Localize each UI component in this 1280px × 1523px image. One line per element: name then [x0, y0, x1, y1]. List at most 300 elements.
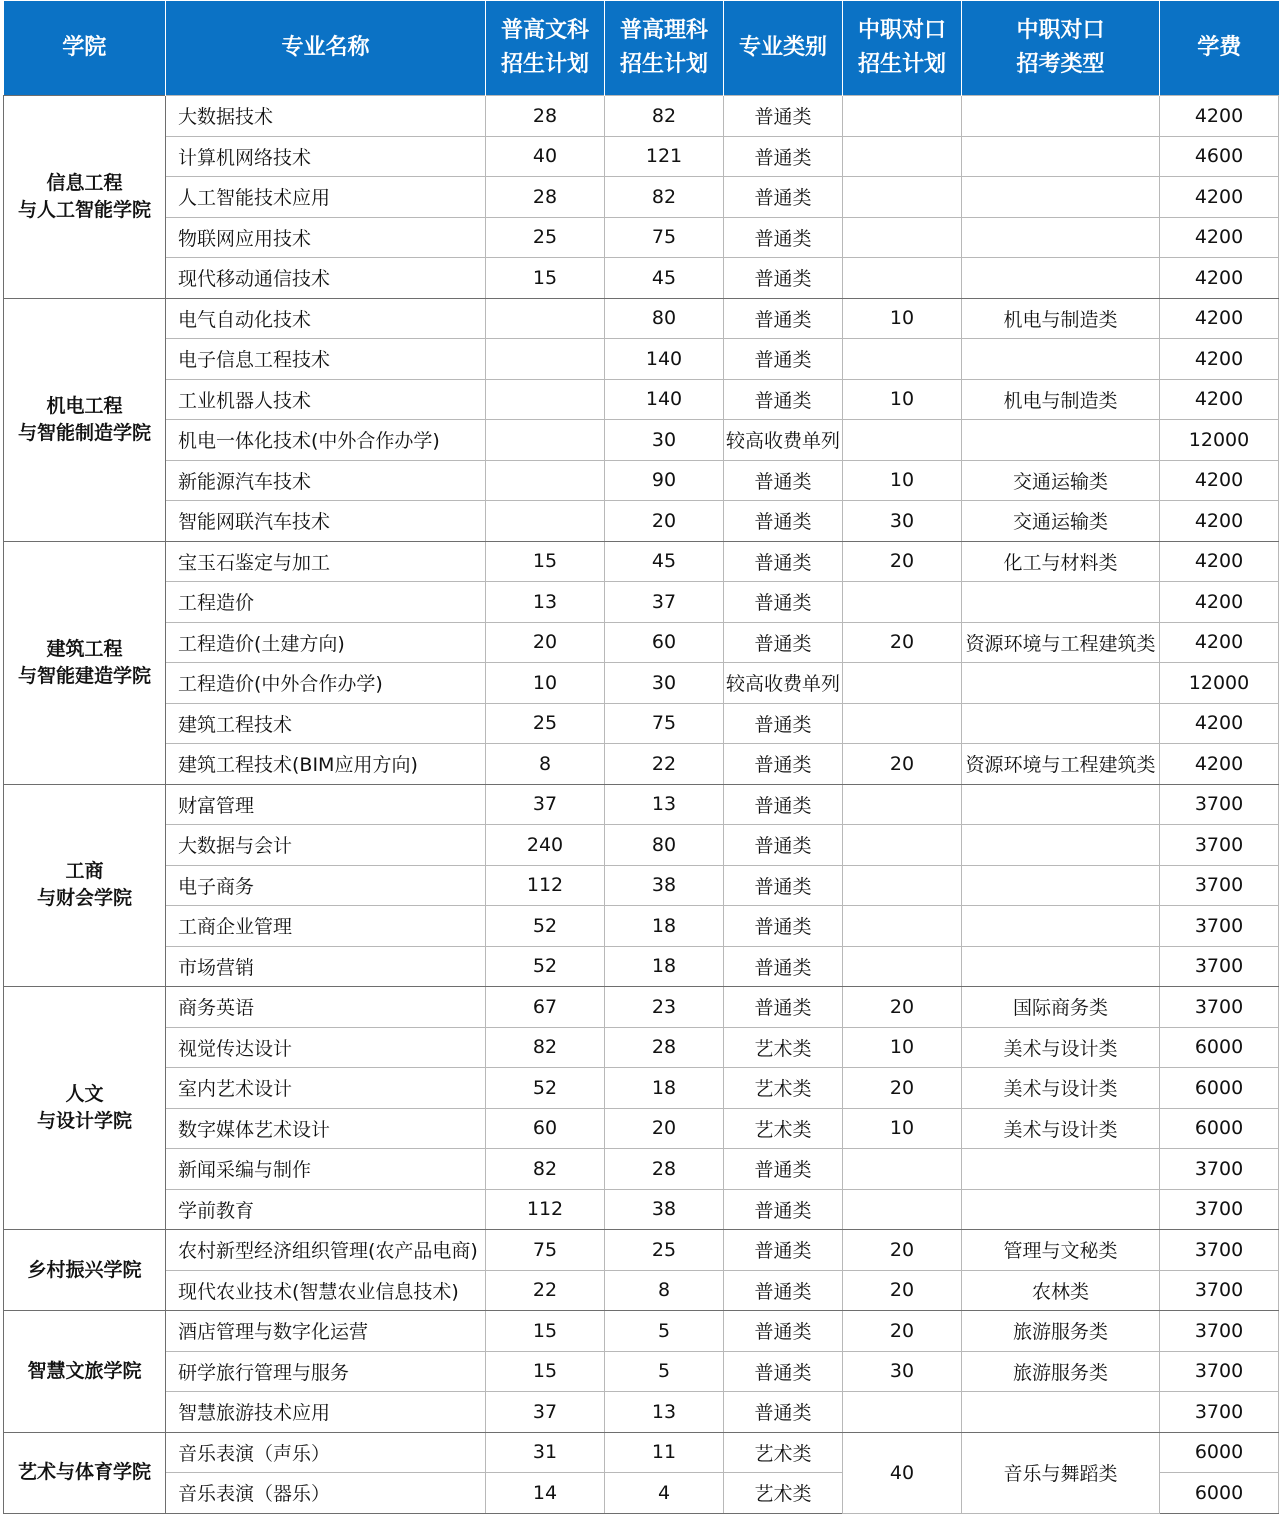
header-major — [166, 1, 486, 96]
vocational-type-cell — [962, 136, 1160, 177]
header-line: 招考类型 — [1016, 52, 1105, 77]
college-name-line: 机电工程 — [46, 394, 123, 417]
science-plan-cell: 37 — [605, 582, 724, 623]
arts-plan-cell: 8 — [486, 744, 605, 785]
category-cell: 普通类 — [724, 582, 843, 623]
college-cell — [4, 1230, 166, 1311]
major-name-cell: 大数据与会计 — [166, 825, 486, 866]
arts-plan-cell: 37 — [486, 1392, 605, 1433]
vocational-plan-cell — [843, 703, 962, 744]
vocational-type-cell — [962, 784, 1160, 825]
arts-plan-cell: 28 — [486, 96, 605, 137]
tuition-cell: 4200 — [1160, 744, 1279, 785]
vocational-plan-cell: 10 — [843, 460, 962, 501]
major-name-cell: 新闻采编与制作 — [166, 1149, 486, 1190]
category-cell: 普通类 — [724, 784, 843, 825]
header-tuition — [1160, 1, 1279, 96]
table-row — [4, 298, 1279, 339]
science-plan-cell: 5 — [605, 1311, 724, 1352]
major-name-cell: 研学旅行管理与服务 — [166, 1351, 486, 1392]
category-cell: 普通类 — [724, 865, 843, 906]
major-name-cell: 视觉传达设计 — [166, 1027, 486, 1068]
arts-plan-cell: 240 — [486, 825, 605, 866]
vocational-plan-cell: 30 — [843, 501, 962, 542]
vocational-plan-cell — [843, 96, 962, 137]
college-cell — [4, 1432, 166, 1513]
college-name-line: 人文 — [65, 1083, 104, 1105]
header-arts-plan — [486, 1, 605, 96]
vocational-plan-cell — [843, 865, 962, 906]
major-name-cell: 工程造价(土建方向) — [166, 622, 486, 663]
major-name-cell: 大数据技术 — [166, 96, 486, 137]
vocational-type-cell: 美术与设计类 — [962, 1027, 1160, 1068]
category-cell: 普通类 — [724, 1149, 843, 1190]
tuition-cell: 3700 — [1160, 906, 1279, 947]
science-plan-cell: 18 — [605, 946, 724, 987]
college-name-line: 工商 — [65, 860, 104, 883]
category-cell: 普通类 — [724, 1230, 843, 1271]
vocational-plan-cell — [843, 258, 962, 299]
major-name-cell: 室内艺术设计 — [166, 1068, 486, 1109]
table-row — [4, 1068, 1279, 1109]
vocational-plan-cell — [843, 136, 962, 177]
arts-plan-cell — [486, 420, 605, 461]
college-name-line: 智慧文旅学院 — [27, 1359, 142, 1382]
vocational-plan-cell — [843, 582, 962, 623]
tuition-cell: 4200 — [1160, 582, 1279, 623]
table-row — [4, 825, 1279, 866]
arts-plan-cell: 15 — [486, 541, 605, 582]
arts-plan-cell — [486, 501, 605, 542]
arts-plan-cell: 75 — [486, 1230, 605, 1271]
category-cell: 艺术类 — [724, 1432, 843, 1473]
header-line: 学费 — [1197, 35, 1242, 60]
tuition-cell: 4200 — [1160, 96, 1279, 137]
major-name-cell: 农村新型经济组织管理(农产品电商) — [166, 1230, 486, 1271]
vocational-plan-cell: 40 — [843, 1432, 962, 1513]
college-cell — [4, 298, 166, 541]
major-name-cell: 音乐表演（器乐） — [166, 1473, 486, 1514]
vocational-plan-cell: 20 — [843, 622, 962, 663]
table-row — [4, 1270, 1279, 1311]
table-row — [4, 217, 1279, 258]
tuition-cell: 4200 — [1160, 177, 1279, 218]
college-cell — [4, 96, 166, 299]
major-name-cell: 工业机器人技术 — [166, 379, 486, 420]
vocational-plan-cell — [843, 906, 962, 947]
tuition-cell: 4200 — [1160, 703, 1279, 744]
category-cell: 普通类 — [724, 744, 843, 785]
science-plan-cell: 11 — [605, 1432, 724, 1473]
vocational-type-cell: 资源环境与工程建筑类 — [962, 744, 1160, 785]
tuition-cell: 4200 — [1160, 460, 1279, 501]
vocational-type-cell — [962, 339, 1160, 380]
category-cell: 普通类 — [724, 946, 843, 987]
header-line: 专业类别 — [738, 35, 827, 60]
arts-plan-cell: 112 — [486, 1189, 605, 1230]
vocational-plan-cell: 20 — [843, 1270, 962, 1311]
category-cell: 普通类 — [724, 1351, 843, 1392]
major-name-cell: 市场营销 — [166, 946, 486, 987]
header-line: 中职对口 — [1016, 18, 1105, 43]
header-science-plan — [605, 1, 724, 96]
major-name-cell: 物联网应用技术 — [166, 217, 486, 258]
category-cell: 普通类 — [724, 501, 843, 542]
vocational-plan-cell: 10 — [843, 379, 962, 420]
vocational-plan-cell — [843, 946, 962, 987]
science-plan-cell: 80 — [605, 298, 724, 339]
arts-plan-cell — [486, 379, 605, 420]
table-row — [4, 1432, 1279, 1473]
arts-plan-cell: 40 — [486, 136, 605, 177]
major-name-cell: 现代移动通信技术 — [166, 258, 486, 299]
table-row — [4, 1351, 1279, 1392]
vocational-type-cell — [962, 1392, 1160, 1433]
vocational-type-cell: 交通运输类 — [962, 501, 1160, 542]
vocational-plan-cell: 10 — [843, 1108, 962, 1149]
header-line: 招生计划 — [500, 52, 589, 77]
category-cell: 普通类 — [724, 906, 843, 947]
arts-plan-cell: 10 — [486, 663, 605, 704]
table-row — [4, 177, 1279, 218]
vocational-type-cell — [962, 865, 1160, 906]
vocational-plan-cell: 20 — [843, 987, 962, 1028]
table-row — [4, 1027, 1279, 1068]
tuition-cell: 3700 — [1160, 1351, 1279, 1392]
header-row — [4, 1, 1279, 96]
table-row — [4, 987, 1279, 1028]
science-plan-cell: 45 — [605, 541, 724, 582]
vocational-plan-cell: 20 — [843, 744, 962, 785]
vocational-type-cell — [962, 258, 1160, 299]
arts-plan-cell: 22 — [486, 1270, 605, 1311]
vocational-type-cell — [962, 946, 1160, 987]
vocational-type-cell: 国际商务类 — [962, 987, 1160, 1028]
header-line: 招生计划 — [857, 52, 946, 77]
arts-plan-cell — [486, 339, 605, 380]
arts-plan-cell: 112 — [486, 865, 605, 906]
table-row — [4, 1230, 1279, 1271]
table-row — [4, 541, 1279, 582]
vocational-type-cell: 机电与制造类 — [962, 379, 1160, 420]
college-name-line: 乡村振兴学院 — [27, 1258, 142, 1281]
table-row — [4, 1189, 1279, 1230]
science-plan-cell: 25 — [605, 1230, 724, 1271]
tuition-cell: 4200 — [1160, 217, 1279, 258]
arts-plan-cell — [486, 298, 605, 339]
vocational-plan-cell — [843, 784, 962, 825]
category-cell: 普通类 — [724, 1392, 843, 1433]
tuition-cell: 6000 — [1160, 1473, 1279, 1514]
major-name-cell: 财富管理 — [166, 784, 486, 825]
arts-plan-cell: 15 — [486, 1311, 605, 1352]
major-name-cell: 现代农业技术(智慧农业信息技术) — [166, 1270, 486, 1311]
arts-plan-cell: 13 — [486, 582, 605, 623]
vocational-type-cell: 旅游服务类 — [962, 1311, 1160, 1352]
vocational-type-cell: 管理与文秘类 — [962, 1230, 1160, 1271]
tuition-cell: 3700 — [1160, 1311, 1279, 1352]
arts-plan-cell: 52 — [486, 906, 605, 947]
category-cell: 普通类 — [724, 217, 843, 258]
college-name-line: 与设计学院 — [36, 1110, 132, 1132]
table-row — [4, 582, 1279, 623]
vocational-plan-cell — [843, 825, 962, 866]
major-name-cell: 智能网联汽车技术 — [166, 501, 486, 542]
arts-plan-cell: 25 — [486, 703, 605, 744]
science-plan-cell: 121 — [605, 136, 724, 177]
vocational-plan-cell — [843, 420, 962, 461]
arts-plan-cell: 31 — [486, 1432, 605, 1473]
science-plan-cell: 23 — [605, 987, 724, 1028]
college-name-line: 与智能建造学院 — [17, 664, 151, 687]
arts-plan-cell: 82 — [486, 1027, 605, 1068]
college-name-line: 艺术与体育学院 — [17, 1461, 151, 1483]
tuition-cell: 4200 — [1160, 622, 1279, 663]
arts-plan-cell: 15 — [486, 258, 605, 299]
arts-plan-cell: 82 — [486, 1149, 605, 1190]
category-cell: 普通类 — [724, 703, 843, 744]
header-college — [4, 1, 166, 96]
category-cell: 普通类 — [724, 96, 843, 137]
tuition-cell: 4200 — [1160, 541, 1279, 582]
vocational-type-cell: 交通运输类 — [962, 460, 1160, 501]
arts-plan-cell: 15 — [486, 1351, 605, 1392]
category-cell: 较高收费单列 — [724, 420, 843, 461]
vocational-plan-cell — [843, 177, 962, 218]
vocational-plan-cell — [843, 1189, 962, 1230]
tuition-cell: 3700 — [1160, 1149, 1279, 1190]
science-plan-cell: 13 — [605, 784, 724, 825]
arts-plan-cell: 52 — [486, 1068, 605, 1109]
science-plan-cell: 38 — [605, 865, 724, 906]
header-vocational-plan — [843, 1, 962, 96]
vocational-type-cell — [962, 825, 1160, 866]
tuition-cell: 6000 — [1160, 1027, 1279, 1068]
header-line: 普高理科 — [619, 18, 708, 43]
major-name-cell: 新能源汽车技术 — [166, 460, 486, 501]
tuition-cell: 3700 — [1160, 784, 1279, 825]
arts-plan-cell: 67 — [486, 987, 605, 1028]
table-row — [4, 1108, 1279, 1149]
vocational-plan-cell — [843, 217, 962, 258]
vocational-type-cell — [962, 703, 1160, 744]
science-plan-cell: 45 — [605, 258, 724, 299]
tuition-cell: 4200 — [1160, 258, 1279, 299]
arts-plan-cell: 60 — [486, 1108, 605, 1149]
arts-plan-cell — [486, 460, 605, 501]
header-category — [724, 1, 843, 96]
category-cell: 普通类 — [724, 825, 843, 866]
major-name-cell: 工程造价 — [166, 582, 486, 623]
science-plan-cell: 140 — [605, 339, 724, 380]
tuition-cell: 6000 — [1160, 1068, 1279, 1109]
science-plan-cell: 140 — [605, 379, 724, 420]
vocational-plan-cell — [843, 339, 962, 380]
science-plan-cell: 75 — [605, 703, 724, 744]
category-cell: 普通类 — [724, 298, 843, 339]
vocational-type-cell — [962, 177, 1160, 218]
vocational-plan-cell: 10 — [843, 1027, 962, 1068]
arts-plan-cell: 52 — [486, 946, 605, 987]
category-cell: 普通类 — [724, 136, 843, 177]
college-cell — [4, 784, 166, 987]
table-header — [4, 1, 1279, 96]
table-row — [4, 1311, 1279, 1352]
category-cell: 普通类 — [724, 1189, 843, 1230]
science-plan-cell: 30 — [605, 420, 724, 461]
science-plan-cell: 8 — [605, 1270, 724, 1311]
category-cell: 普通类 — [724, 177, 843, 218]
vocational-type-cell — [962, 1149, 1160, 1190]
college-name-line: 信息工程 — [46, 171, 123, 194]
table-row — [4, 1392, 1279, 1433]
college-cell — [4, 1311, 166, 1433]
science-plan-cell: 18 — [605, 906, 724, 947]
vocational-type-cell: 音乐与舞蹈类 — [962, 1432, 1160, 1513]
category-cell: 艺术类 — [724, 1068, 843, 1109]
college-cell — [4, 987, 166, 1230]
science-plan-cell: 90 — [605, 460, 724, 501]
vocational-plan-cell: 10 — [843, 298, 962, 339]
tuition-cell: 3700 — [1160, 1230, 1279, 1271]
arts-plan-cell: 28 — [486, 177, 605, 218]
vocational-type-cell: 机电与制造类 — [962, 298, 1160, 339]
tuition-cell: 4200 — [1160, 379, 1279, 420]
science-plan-cell: 60 — [605, 622, 724, 663]
science-plan-cell: 22 — [605, 744, 724, 785]
science-plan-cell: 28 — [605, 1149, 724, 1190]
category-cell: 艺术类 — [724, 1473, 843, 1514]
vocational-type-cell: 旅游服务类 — [962, 1351, 1160, 1392]
science-plan-cell: 38 — [605, 1189, 724, 1230]
tuition-cell: 3700 — [1160, 1270, 1279, 1311]
science-plan-cell: 80 — [605, 825, 724, 866]
major-name-cell: 电子商务 — [166, 865, 486, 906]
major-name-cell: 电子信息工程技术 — [166, 339, 486, 380]
major-name-cell: 电气自动化技术 — [166, 298, 486, 339]
vocational-type-cell — [962, 217, 1160, 258]
category-cell: 普通类 — [724, 379, 843, 420]
tuition-cell: 3700 — [1160, 1392, 1279, 1433]
tuition-cell: 3700 — [1160, 825, 1279, 866]
vocational-plan-cell — [843, 1392, 962, 1433]
science-plan-cell: 82 — [605, 96, 724, 137]
vocational-type-cell — [962, 906, 1160, 947]
table-row — [4, 1149, 1279, 1190]
table-row — [4, 784, 1279, 825]
major-name-cell: 建筑工程技术(BIM应用方向) — [166, 744, 486, 785]
science-plan-cell: 30 — [605, 663, 724, 704]
category-cell: 普通类 — [724, 339, 843, 380]
category-cell: 普通类 — [724, 258, 843, 299]
table-row — [4, 501, 1279, 542]
tuition-cell: 4200 — [1160, 339, 1279, 380]
table-row — [4, 379, 1279, 420]
table-row — [4, 906, 1279, 947]
science-plan-cell: 28 — [605, 1027, 724, 1068]
table-row — [4, 339, 1279, 380]
header-vocational-type — [962, 1, 1160, 96]
major-name-cell: 工商企业管理 — [166, 906, 486, 947]
vocational-plan-cell — [843, 1149, 962, 1190]
table-row — [4, 420, 1279, 461]
tuition-cell: 12000 — [1160, 420, 1279, 461]
vocational-type-cell: 资源环境与工程建筑类 — [962, 622, 1160, 663]
vocational-plan-cell: 30 — [843, 1351, 962, 1392]
science-plan-cell: 18 — [605, 1068, 724, 1109]
vocational-type-cell — [962, 582, 1160, 623]
vocational-type-cell — [962, 96, 1160, 137]
category-cell: 普通类 — [724, 1311, 843, 1352]
major-name-cell: 机电一体化技术(中外合作办学) — [166, 420, 486, 461]
major-name-cell: 工程造价(中外合作办学) — [166, 663, 486, 704]
major-name-cell: 计算机网络技术 — [166, 136, 486, 177]
vocational-plan-cell: 20 — [843, 1068, 962, 1109]
major-name-cell: 酒店管理与数字化运营 — [166, 1311, 486, 1352]
college-cell — [4, 541, 166, 784]
major-name-cell: 宝玉石鉴定与加工 — [166, 541, 486, 582]
tuition-cell: 12000 — [1160, 663, 1279, 704]
arts-plan-cell: 14 — [486, 1473, 605, 1514]
major-name-cell: 建筑工程技术 — [166, 703, 486, 744]
tuition-cell: 4600 — [1160, 136, 1279, 177]
table-row — [4, 622, 1279, 663]
major-name-cell: 人工智能技术应用 — [166, 177, 486, 218]
tuition-cell: 6000 — [1160, 1432, 1279, 1473]
vocational-plan-cell: 20 — [843, 541, 962, 582]
tuition-cell: 3700 — [1160, 865, 1279, 906]
arts-plan-cell: 25 — [486, 217, 605, 258]
science-plan-cell: 5 — [605, 1351, 724, 1392]
tuition-cell: 6000 — [1160, 1108, 1279, 1149]
science-plan-cell: 4 — [605, 1473, 724, 1514]
arts-plan-cell: 37 — [486, 784, 605, 825]
header-line: 招生计划 — [619, 52, 708, 77]
category-cell: 艺术类 — [724, 1027, 843, 1068]
major-name-cell: 学前教育 — [166, 1189, 486, 1230]
college-name-line: 与人工智能学院 — [17, 198, 151, 221]
table-row — [4, 744, 1279, 785]
table-row — [4, 460, 1279, 501]
category-cell: 艺术类 — [724, 1108, 843, 1149]
table-row — [4, 258, 1279, 299]
header-line: 普高文科 — [500, 18, 589, 43]
tuition-cell: 4200 — [1160, 501, 1279, 542]
table-row — [4, 946, 1279, 987]
vocational-type-cell: 美术与设计类 — [962, 1068, 1160, 1109]
major-name-cell: 音乐表演（声乐） — [166, 1432, 486, 1473]
science-plan-cell: 20 — [605, 501, 724, 542]
header-line: 学院 — [62, 35, 107, 60]
science-plan-cell: 82 — [605, 177, 724, 218]
tuition-cell: 3700 — [1160, 1189, 1279, 1230]
category-cell: 较高收费单列 — [724, 663, 843, 704]
vocational-type-cell — [962, 1189, 1160, 1230]
table-row — [4, 663, 1279, 704]
college-name-line: 与财会学院 — [36, 887, 132, 910]
header-line: 中职对口 — [857, 18, 946, 43]
tuition-cell: 3700 — [1160, 987, 1279, 1028]
vocational-type-cell: 化工与材料类 — [962, 541, 1160, 582]
table-row — [4, 96, 1279, 137]
major-name-cell: 智慧旅游技术应用 — [166, 1392, 486, 1433]
vocational-type-cell — [962, 420, 1160, 461]
science-plan-cell: 20 — [605, 1108, 724, 1149]
vocational-plan-cell — [843, 663, 962, 704]
category-cell: 普通类 — [724, 1270, 843, 1311]
arts-plan-cell: 20 — [486, 622, 605, 663]
vocational-plan-cell: 20 — [843, 1311, 962, 1352]
